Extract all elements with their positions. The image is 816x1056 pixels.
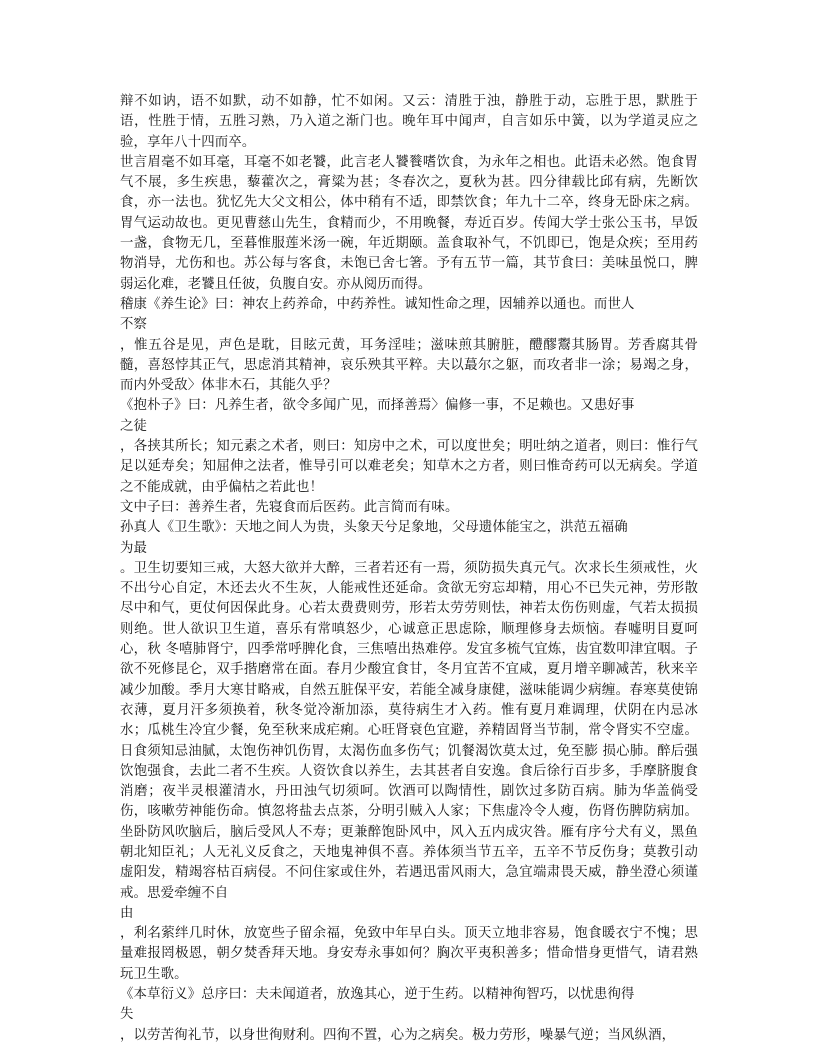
paragraph-5: ，惟五谷是见，声色是耽，目眩元黄，耳务淫哇；滋味煎其腑脏，醴醪鬻其肠胃。芳香腐其骨髓，喜怒悖其正气，思虑消其精神，哀乐殃其平粹。夫以蕞尔之躯，而攻者非一涂；易竭之身，而内外受敌〉体非木石，其能久乎？ bbox=[120, 337, 698, 394]
paragraph-1: 辩不如讷，语不如默，动不如静，忙不如闲。又云：清胜于浊，静胜于动，忘胜于思，默胜于语，性胜于情，五胜习熟，乃入道之渐门也。晚年耳中闻声，自言如乐中簧，以为学道灵应之验，享年八十四而卒。 bbox=[120, 94, 698, 150]
paragraph-10: 孙真人《卫生歌》：天地之间人为贵，头象天兮足象地，父母遗体能宝之，洪范五福确 bbox=[120, 520, 628, 536]
paragraph-12: 。卫生切要知三戒，大怒大欲并大醉，三者若还有一焉，须防损失真元气。次求长生须戒性，火不出兮心自定，木还去火不生灰，人能戒性还延命。贪欲无穷忘却精，用心不已失元神，劳形散尽中和气，更仗何因保此身。心若太费费则劳，形若太劳劳则怯，神若太伤伤则虚，气若太损损则绝。世人欲识卫生道，喜乐有常嗔怒少，心诚意正思虑除，顺理修身去烦恼。春嘘明目夏呵心，秋 冬嘻肺肾宁，四季常呼脾化食，三焦嘻出热难停。发宜多梳气宜炼，齿宜数叩津宜咽。子欲不死修昆仑，双手揩磨常在面。春月少酸宜食甘，冬月宜苦不宜咸，夏月增辛聊减苦，秋来辛减少加酸。季月大寒甘略戒，自然五脏保平安，若能全减身康健，滋味能调少病缠。春寒莫使锦衣薄，夏月汗多须换着，秋冬觉冷渐加添，莫待病生才入药。惟有夏月难调理，伏阴在内忌冰水；瓜桃生冷宜少餐，免至秋来成疟痢。心旺肾衰色宜避，养精固肾当节制，常令肾实不空虚。日食须知忌油腻，太饱伤神饥伤胃，太渴伤血多伤气；饥餐渴饮莫太过，免至膨 损心肺。醉后强饮饱强食，去此二者不生疾。人资饮食以养生，去其甚者自安逸。食后徐行百步多，手摩脐腹食消磨；夜半灵根灌清水，丹田浊气切须呵。饮酒可以陶情性，剧饮过多防百病。肺为华盖倘受伤，咳嗽劳神能伤命。慎忽将盐去点茶，分明引贼入人家；下焦虚冷令人瘦，伤肾伤脾防病加。坐卧防风吹脑后，脑后受风人不寿；更兼醉饱卧风中，风入五内成灾咎。雁有序兮犬有义，黑鱼朝北知臣礼；人无礼义反食之，天地鬼神俱不喜。养体须当节五辛，五辛不节反伤身；莫教引动虚阳发，精竭容枯百病侵。不问住家或住外，若遇迅雷风雨大，急宜端肃畏天威，静坐澄心须谨戒。思爱牵缠不自 bbox=[120, 560, 698, 901]
paragraph-6: 《抱朴子》曰：凡养生者，欲令多闻广见，而择善焉〉偏修一事，不足赖也。又患好事 bbox=[120, 398, 635, 414]
paragraph-2: 世言眉毫不如耳毫，耳毫不如老饕，此言老人饕餮嗜饮食，为永年之相也。此语未必然。饱食胃气不展，多生疾患，藜藿次之，膏粱为甚；冬春次之，夏秋为甚。四分律载比邱有病，先断饮食，亦一法也。犹忆先大父文相公，体中稍有不适，即禁饮食；年九十二卒，终身无卧床之病。胃气运动故也。更见曹慈山先生，食精而少，不用晚餐，寿近百岁。传闻大学士张公玉书，早饭一盏，食物无几，至暮惟服莲米汤一碗，年近期颐。盖食取补气，不饥即已，饱是众疾；至用药物消导，尤伤和也。苏公每与客食，未饱已舍七箸。予有五节一篇，其节食曰：美味虽悦口，脾弱运化难，老饕且任彼，负腹自安。亦从阅历而得。 bbox=[120, 154, 698, 292]
paragraph-14: ，利名萦绊几时休，放宽些子留余福，免致中年早白头。顶天立地非容易，饱食暖衣宁不愧；思量难报罔极恩，朝夕焚香拜天地。身安寿永事如何？胸次平夷积善多；惜命惜身更惜气，请君熟玩卫生歌。 bbox=[120, 926, 698, 982]
paragraph-11: 为最 bbox=[120, 540, 148, 556]
paragraph-13: 由 bbox=[120, 905, 134, 921]
document-page bbox=[120, 92, 698, 1046]
paragraph-15: 《本草衍义》总序曰：夫未闻道者，放逸其心，逆于生药。以精神徇智巧，以忧患徇得 bbox=[120, 987, 635, 1003]
paragraph-7: 之徒 bbox=[120, 418, 148, 434]
paragraph-16: 失 bbox=[120, 1007, 134, 1023]
paragraph-9: 文中子曰：善养生者，先寝食而后医药。此言简而有味。 bbox=[120, 499, 459, 515]
paragraph-8: ，各挟其所长；知元素之术者，则曰：知房中之术，可以度世矣；明吐纳之道者，则曰：惟行气足以延寿矣；知屈伸之法者，惟导引可以难老矣；知草木之方者，则曰惟奇药可以无病矣。学道之不能成就，由乎偏枯之若此也！ bbox=[120, 439, 698, 495]
paragraph-3: 稽康《养生论》曰：神农上药养命，中药养性。诚知性命之理，因辅养以通也。而世人 bbox=[120, 296, 635, 312]
paragraph-4: 不察 bbox=[120, 317, 148, 333]
paragraph-17: ，以劳苦徇礼节，以身世徇财利。四徇不置，心为之病矣。极力劳形，噪暴气逆；当风纵酒， bbox=[120, 1027, 676, 1043]
